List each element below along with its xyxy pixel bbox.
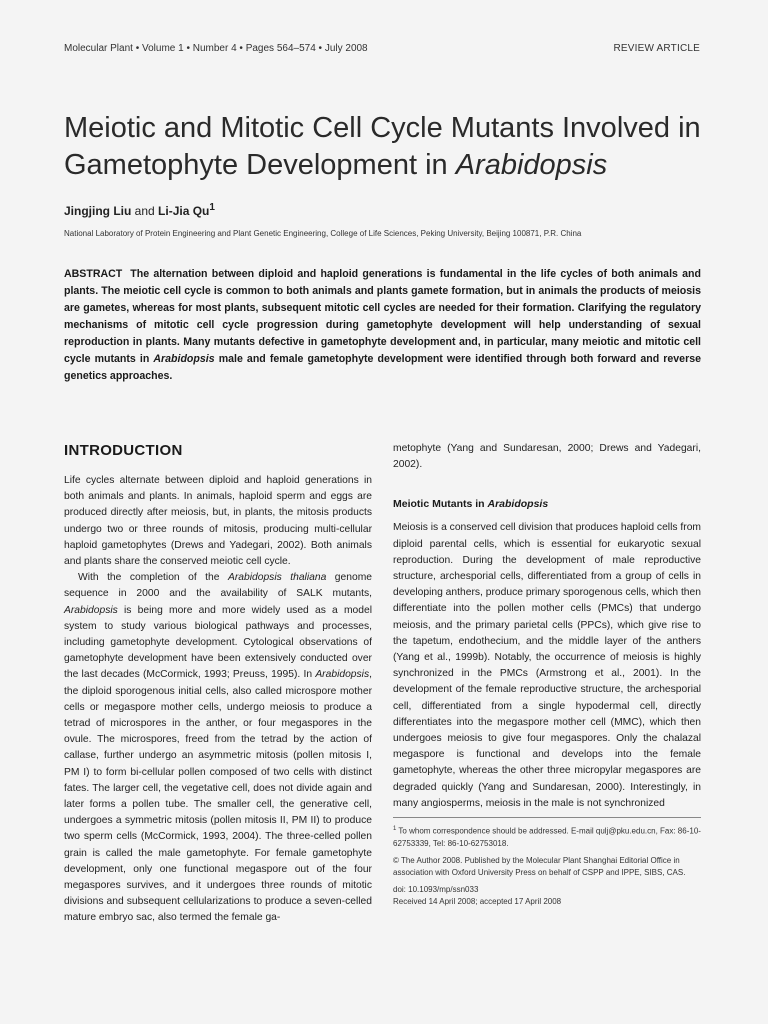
left-column [64, 441, 372, 927]
subsection-heading-meiotic-mutants: Meiotic Mutants in Arabidopsis [393, 498, 549, 511]
abstract: ABSTRACT The alternation between diploid and haploid generations is fundamental in the life cycles of both animals and plants. The meiotic cell cycle is common to both animals and plants gamete formation, but in animals the products of meiosis are gametes, whereas for most plants, subsequent mitotic cell cycles are needed for their formation. Clarifying the regulatory mechanisms of mitotic cell cycle progression during gametophyte development will help understanding of sexual reproduction in plants. Many mutants defective in gametophyte development and, in particular, many meiotic and mitotic cell cycle mutants in Arabidopsis male and female gametophyte development were identified through both forward and reverse genetics approaches. [64, 268, 701, 382]
title-text: Meiotic and Mitotic Cell Cycle Mutants Involved in Gametophyte Development in [64, 112, 701, 181]
received-dates: Received 14 April 2008; accepted 17 April 2008 [393, 897, 562, 907]
footnotes [393, 817, 701, 909]
title-italic: Arabidopsis [455, 149, 608, 181]
journal-header: Molecular Plant • Volume 1 • Number 4 • Pages 564–574 • July 2008 [64, 43, 368, 54]
author-conjunction: and [131, 204, 159, 218]
author-footnote-mark: 1 [209, 202, 215, 213]
article-title [64, 110, 744, 184]
doi: doi: 10.1093/mp/ssn033 [393, 884, 479, 894]
correspondence-footnote: $^1$ To whom correspondence should be addressed. E-mail qulj@pku.edu.cn, Fax: 86-10-62753339, Tel: 86-10-62753018. [393, 826, 701, 849]
meiosis-paragraph: Meiosis is a conserved cell division that produces haploid cells from diploid parental cells, which is essential for eukaryotic sexual reproduction. During the development of male reproductive structure, archesporial cells, differentiated from a group of cells in developing anthers, produce primary sporogenous cells, which then differentiate into the pollen mother cells (PMCs) that undergo meiosis, and the primary parietal cells (PPCs), which give rise to the tapetum, endothecium, and the middle layer of the anthers (Yang et al., 1999b). Notably, the occurrence of meiosis is highly synchronized in the PMCs (Armstrong et al., 2001). In the development of the female reproductive structure, the archesporial cell, differentiated from a single hypodermal cell, directly differentiates into the megaspore mother cell (MMC), which then undergoes meiosis to give four megaspores. Only the chalazal megaspore is functional and develops into the female gametophyte, whereas the other three micropylar megaspores are degraded quickly (Yang and Sundaresan, 2000). Interestingly, in many angiosperms, meiosis in the male is not synchronized [393, 522, 701, 809]
copyright-notice: © The Author 2008. Published by the Molecular Plant Shanghai Editorial Office in association with Oxford University Press on behalf of CSPP and IPPE, SIBS, CAS. [393, 855, 686, 878]
abstract-label: ABSTRACT [64, 268, 123, 280]
author-1: Jingjing Liu [64, 204, 132, 218]
intro-paragraph-1: Life cycles alternate between diploid and haploid generations in both animals and plants. In animals, haploid sperm and eggs are produced directly after meiosis, but, in plants, the mitosis products undergo two or three rounds of mitosis, producing multi-cellular haploid gametophytes (Drews and Yadegari, 2002). Both animals and plants share the conserved meiotic cell cycle. [64, 475, 372, 568]
author-2: Li-Jia Qu [158, 204, 210, 218]
author-line [64, 202, 215, 218]
intro-continuation: metophyte (Yang and Sundaresan, 2000; Drews and Yadegari, 2002). [393, 443, 701, 471]
section-heading-introduction: INTRODUCTION [64, 442, 183, 459]
intro-paragraph-2: With the completion of the Arabidopsis thaliana genome sequence in 2000 and the availability of SALK mutants, Arabidopsis is being more and more widely used as a model system to study various biological pathways and processes, including gametophyte development. Cytological observations of gametophyte development have been extensively conducted over the last decades (McCormick, 1993; Preuss, 1995). In Arabidopsis, the diploid sporogenous initial cells, also called microspore mother cells or megaspore mother cells, undergo meiosis to produce a tetrad of microspores in the anther, or four megaspores in the ovule. The microspores, freed from the tetrad by the action of callase, further undergo an asymmetric mitosis (pollen mitosis I, PM I) to form bi-cellular pollen composed of two cells with distinct fates. The larger cell, the vegetative cell, does not divide again and later forms a pollen tube. The smaller cell, the generative cell, undergoes a symmetric mitosis (pollen mitosis II, PM II) to produce two sperm cells (McCormick, 1993, 2004). The three-celled pollen grain is called the male gametophyte. For female gametophyte development, only one functional megaspore out of the four megaspores survives, and it undergoes three rounds of mitotic divisions and subsequent cellularizations to produce a seven-celled mature embryo sac, also termed the female ga- [64, 572, 372, 924]
article-type-label: REVIEW ARTICLE [613, 43, 700, 54]
affiliation: National Laboratory of Protein Engineering and Plant Genetic Engineering, College of Life Sciences, Peking University, Beijing 100871, P.R. China [64, 229, 582, 238]
right-column [393, 441, 701, 812]
